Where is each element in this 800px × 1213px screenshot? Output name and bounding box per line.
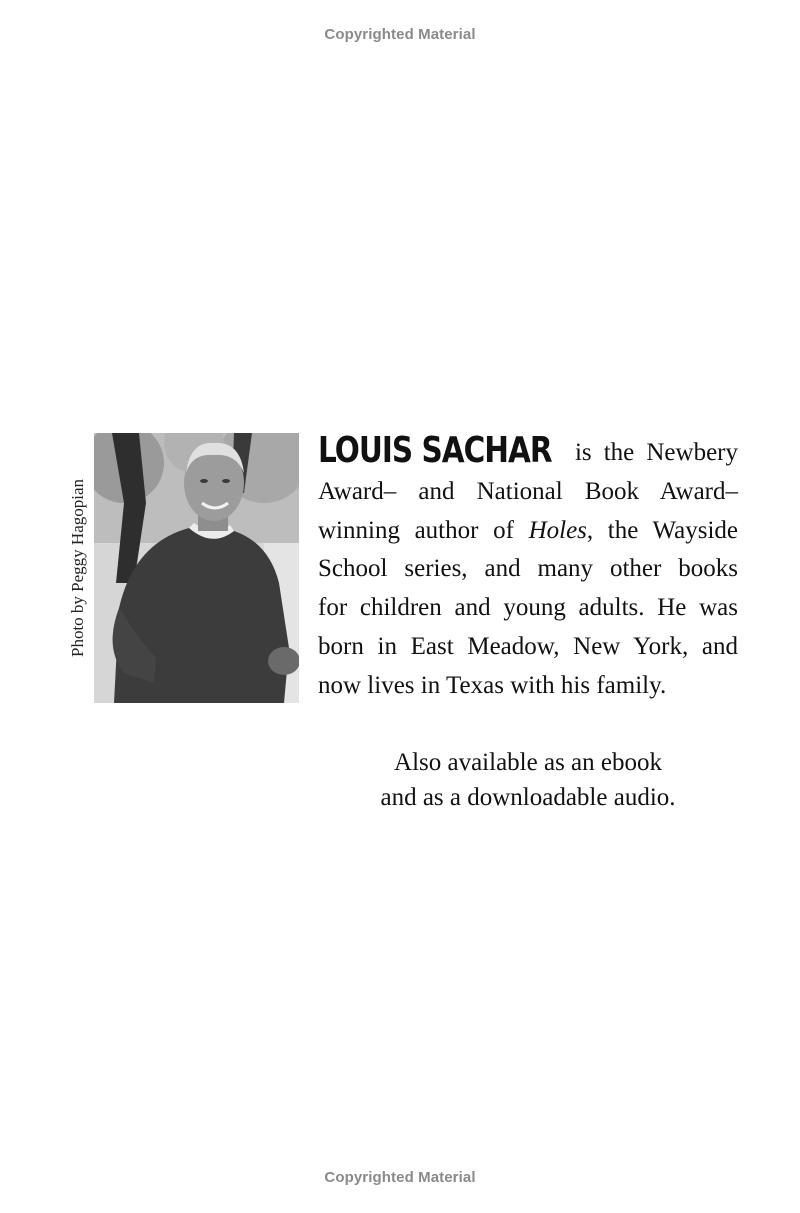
bio-line-1-text: is the Newbery [574, 439, 738, 466]
bio-line-3 [318, 512, 738, 551]
author-bio [318, 432, 738, 706]
author-name: LOUIS SACHAR [318, 430, 552, 471]
book-title-holes: Holes [528, 516, 587, 544]
bio-line-3-pre: winning author of [318, 516, 529, 544]
bio-line-1 [318, 432, 738, 473]
bio-line-4: School series, and many other books [318, 555, 738, 583]
photo-credit: Photo by Peggy Hagopian [68, 478, 87, 658]
bio-line-7: now lives in Texas with his family. [318, 671, 667, 699]
availability-line-1: Also available as an ebook [394, 749, 662, 776]
availability-line-2: and as a downloadable audio. [380, 784, 676, 811]
bio-line-5: for children and young adults. He was [318, 594, 738, 622]
availability-note [318, 745, 738, 815]
author-photo [94, 433, 299, 703]
bio-line-6: born in East Meadow, New York, and [318, 632, 738, 660]
copyright-watermark-top: Copyrighted Material [324, 26, 476, 43]
copyright-watermark-bottom: Copyrighted Material [324, 1169, 476, 1186]
bio-line-2: Award– and National Book Award– [318, 477, 738, 505]
author-photo-illustration [94, 433, 299, 703]
bio-line-3-post: , the Wayside [586, 516, 738, 544]
